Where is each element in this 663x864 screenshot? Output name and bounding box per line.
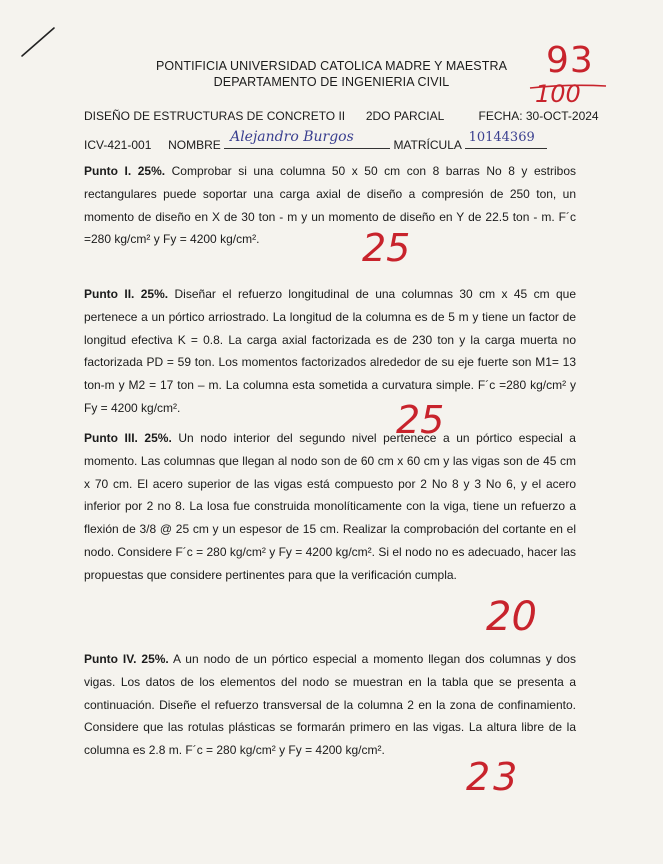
university-title: PONTIFICIA UNIVERSIDAD CATOLICA MADRE Y MAESTRA [155, 59, 508, 73]
exam-name: 2DO PARCIAL [365, 109, 444, 123]
point-4-title: Punto IV. 25%. [84, 652, 169, 666]
total-score-numerator: 93 [546, 40, 594, 81]
point-1-score: 25 [362, 226, 411, 270]
matricula-label: MATRÍCULA [393, 138, 462, 152]
course-code: ICV-421-001 [84, 138, 152, 152]
point-1-text: Comprobar si una columna 50 x 50 cm con 8 barras No 8 y estribos rectangulares puede soportar una carga axial de diseño a compresión de 250 ton, un momento de diseño en X de 30 ton - m y un momento de diseño en Y de 22.5 ton - m. F´c =280 kg/cm² y Fy = 4200 kg/cm². [84, 164, 576, 247]
point-1-title: Punto I. 25%. [84, 164, 166, 178]
name-blank [224, 129, 390, 149]
point-2-text: Diseñar el refuerzo longitudinal de una columnas 30 cm x 45 cm que pertenece a un pórtico arriostrado. La longitud de la columna es de 5 m y tiene un factor de longitud efectiva K = 0.8. La carga axial factorizada es de 230 ton y la carga muerta no factorizada PD = 59 ton. Los momentos factorizados alrededor de su eje fuerte son M1= 13 ton-m y M2 = 17 ton – m. La columna esta sometida a curvatura simple. F´c =280 kg/cm² y Fy = 4200 kg/cm². [84, 287, 576, 415]
course-name: DISEÑO DE ESTRUCTURAS DE CONCRETO II [84, 109, 346, 123]
student-line [84, 129, 547, 152]
point-4 [84, 648, 576, 762]
student-name-handwritten: Alejandro Burgos [230, 129, 354, 145]
name-label: NOMBRE [168, 138, 221, 152]
point-4-score: 23 [466, 755, 521, 799]
pen-stroke-mark [18, 24, 58, 60]
point-3-text: Un nodo interior del segundo nivel pertenece a un pórtico especial a momento. Las columnas que llegan al nodo son de 60 cm x 60 cm y las vigas son de 45 cm x 70 cm. El acero superior de las vigas está compuesto por 2 No 8 y 3 No 6, y el acero inferior por 2 no 8. La losa fue construida monolíticamente con la viga, tiene un refuerzo a flexión de 3/8 @ 25 cm y un espesor de 15 cm. Realizar la comprobación del cortante en el nodo. Considere F´c = 280 kg/cm² y Fy = 4200 kg/cm². Si el nodo no es adecuado, hacer las propuestas que considere pertinentes para que la verificación cumpla. [84, 431, 576, 582]
point-2-title: Punto II. 25%. [84, 287, 169, 301]
total-score-denominator: 100 [535, 80, 581, 108]
point-1 [84, 160, 576, 251]
department-title: DEPARTAMENTO DE INGENIERIA CIVIL [213, 75, 450, 89]
point-2 [84, 283, 576, 420]
exam-date: FECHA: 30-OCT-2024 [478, 109, 599, 123]
point-2-score: 25 [396, 398, 445, 442]
matricula-blank [465, 130, 547, 149]
point-3-title: Punto III. 25%. [84, 431, 172, 445]
matricula-handwritten: 10144369 [468, 130, 535, 145]
point-3 [84, 427, 576, 587]
course-line [84, 109, 599, 123]
point-4-text: A un nodo de un pórtico especial a momento llegan dos columnas y dos vigas. Los datos de los elementos del nodo se muestran en la tabla que se presenta a continuación. Diseñe el refuerzo transversal de la columna 2 en la zona de confinamiento. Considere que las rotulas plásticas se formarán primero en las vigas. La altura libre de la columna es 2.8 m. F´c = 280 kg/cm² y Fy = 4200 kg/cm². [84, 652, 576, 758]
point-3-score: 20 [486, 594, 537, 640]
